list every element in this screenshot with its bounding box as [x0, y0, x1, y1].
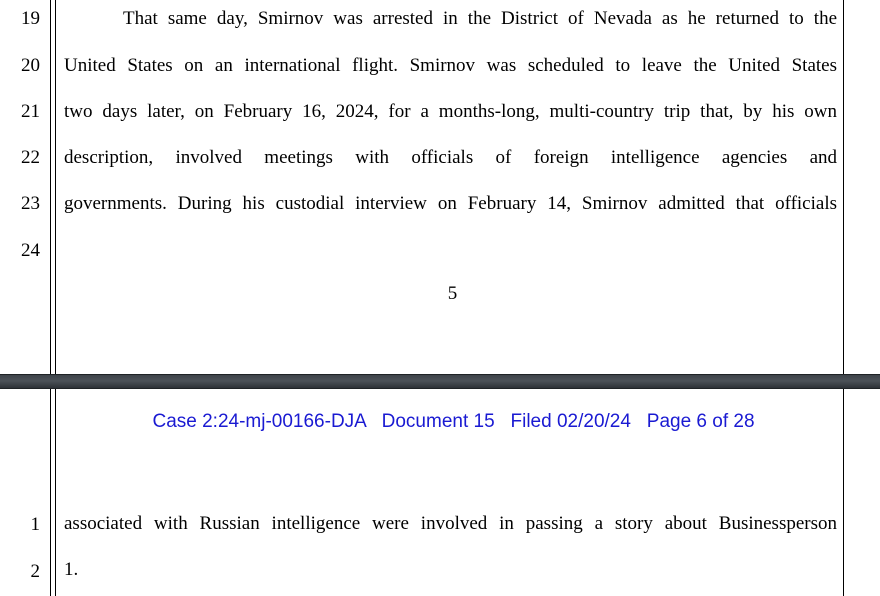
document-number: Document 15 [381, 411, 495, 432]
line-number: 22 [21, 147, 40, 168]
margin-rule-inner [55, 0, 56, 374]
line-number: 24 [21, 240, 40, 261]
filed-date: Filed 02/20/24 [510, 411, 631, 432]
text-line: description, involved meetings with officials of foreign intelligence agencies and [64, 147, 837, 168]
text-line: United States on an international flight. Smirnov was scheduled to leave the United States [64, 55, 837, 76]
line-number: 1 [30, 514, 40, 535]
margin-rule-right [843, 0, 844, 374]
line-number: 23 [21, 193, 40, 214]
text-line: That same day, Smirnov was arrested in the District of Nevada as he returned to the [123, 8, 837, 29]
page-separator [0, 374, 880, 389]
line-number: 2 [30, 561, 40, 582]
page-count: Page 6 of 28 [646, 411, 755, 432]
margin-rule-outer [50, 0, 51, 374]
text-line: 1. [64, 559, 79, 580]
text-line: two days later, on February 16, 2024, for a months-long, multi-country trip that, by his own [64, 101, 837, 122]
line-number: 19 [21, 8, 40, 29]
text-line: governments. During his custodial interview on February 14, Smirnov admitted that officials [64, 193, 837, 214]
line-number: 20 [21, 55, 40, 76]
line-number: 21 [21, 101, 40, 122]
case-header [0, 411, 880, 433]
case-number: Case 2:24-mj-00166-DJA [152, 411, 366, 432]
text-line: associated with Russian intelligence were involved in passing a story about Businessperson [64, 513, 837, 534]
page-number: 5 [447, 283, 458, 304]
